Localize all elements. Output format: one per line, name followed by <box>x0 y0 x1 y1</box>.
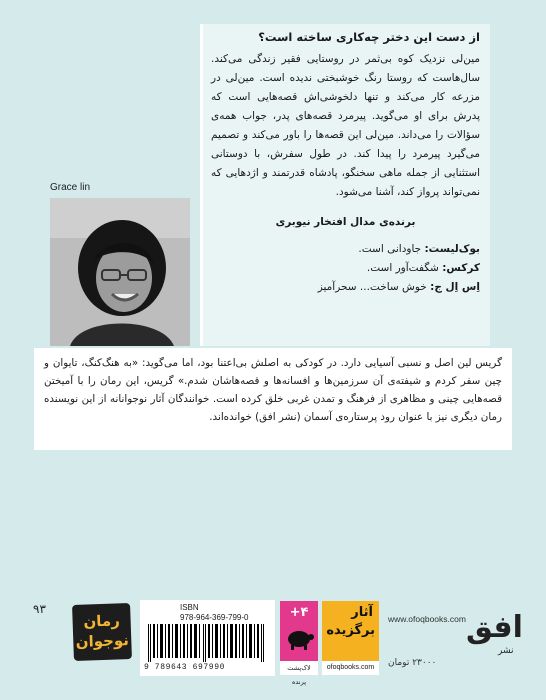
author-name: Grace lin <box>50 182 91 193</box>
barcode-block <box>140 600 275 676</box>
review-source: کرکس: <box>442 262 480 274</box>
author-portrait-illustration <box>50 198 190 346</box>
age-badge <box>280 601 318 686</box>
isbn-label: ISBN <box>180 603 199 612</box>
price-label: ۲۳۰۰۰ تومان <box>388 658 437 668</box>
author-bio-text: گریس لین اصل و نسبی آسیایی دارد. در کودکی به اصلش بی‌اعتنا بود، اما می‌گوید: «به هنگ‌کنگ، تایوان و چین سفر کردم و شیفته‌ی آن سرزمین‌ها و افسانه‌ها و قصه‌هاشان شدم.» گریس، این رمان را با آمیختن قصه‌هایی چینی و مظاهری از فرهنگ و تمدن غربی خلق کرده است. خوانندگان آثار نوجوانانه از این نویسنده رمان دیگری نیز با عنوان رود پرستاره‌ی آسمان (نشر افق) خوانده‌اند. <box>44 357 502 423</box>
selected-works-line-1: آثار <box>351 605 373 620</box>
selected-works-site: ofoqbooks.com <box>322 661 379 675</box>
synopsis-paragraph: مین‌لی نزدیک کوه بی‌ثمر در روستایی فقیر زندگی می‌کند. سال‌هاست که روستا رنگ خوشبختی ندیده است. مین‌لی در مزرعه کار می‌کند و تنها دلخوشی‌اش قصه‌هایی است که پدرش برای او می‌گوید. پیرمرد قصه‌های پدر، جواب همه‌ی سؤالات را می‌داند. مین‌لی این قصه‌ها را باور می‌کند و تصمیم می‌گیرد پیرمرد را پیدا کند. در طول سفرش، با دوستانی استثنایی از جمله ماهی سخنگو، پادشاه قدرتمند و اژدهایی که نمی‌تواند پرواز کند، آشنا می‌شود. <box>211 53 480 198</box>
synopsis-box <box>200 24 490 346</box>
author-bio-box <box>34 348 512 450</box>
publisher-website: www.ofoqbooks.com <box>388 614 466 624</box>
award-line: برنده‌ی مدال افتخار نیوبری <box>275 216 416 228</box>
page-number: ۹۳ <box>33 602 46 616</box>
review-text: خوش ساخت... سحرآمیز <box>317 281 431 293</box>
age-badge-label: لاک‌پشت پرنده <box>280 661 318 675</box>
barcode-digits: 9 789643 697990 <box>144 663 226 672</box>
selected-works-badge <box>322 601 379 675</box>
synopsis-title: از دست این دختر چه‌کاری ساخته است؟ <box>258 30 480 44</box>
barcode-icon <box>146 624 270 662</box>
review-text: جاودانی است. <box>358 243 425 255</box>
author-photo <box>50 198 190 346</box>
age-badge-number: +۴ <box>289 605 309 620</box>
publisher-prefix: نشر <box>498 646 514 656</box>
series-line-1: رمان <box>83 611 121 631</box>
isbn-number: 978-964-369-799-0 <box>180 613 249 622</box>
review-source: بوک‌لیست: <box>424 243 480 255</box>
review-line <box>211 259 480 278</box>
review-source: اِس اِل ج: <box>430 281 480 293</box>
publisher-logo <box>462 606 523 668</box>
series-badge <box>72 603 132 661</box>
turtle-icon <box>280 623 318 653</box>
publisher-name: افق <box>466 610 523 645</box>
review-line <box>211 278 480 297</box>
review-text: شگفت‌آور است. <box>366 262 443 274</box>
selected-works-line-2: برگزیده <box>326 623 375 638</box>
series-line-2: نوجوان <box>75 631 130 651</box>
review-line <box>211 240 480 259</box>
